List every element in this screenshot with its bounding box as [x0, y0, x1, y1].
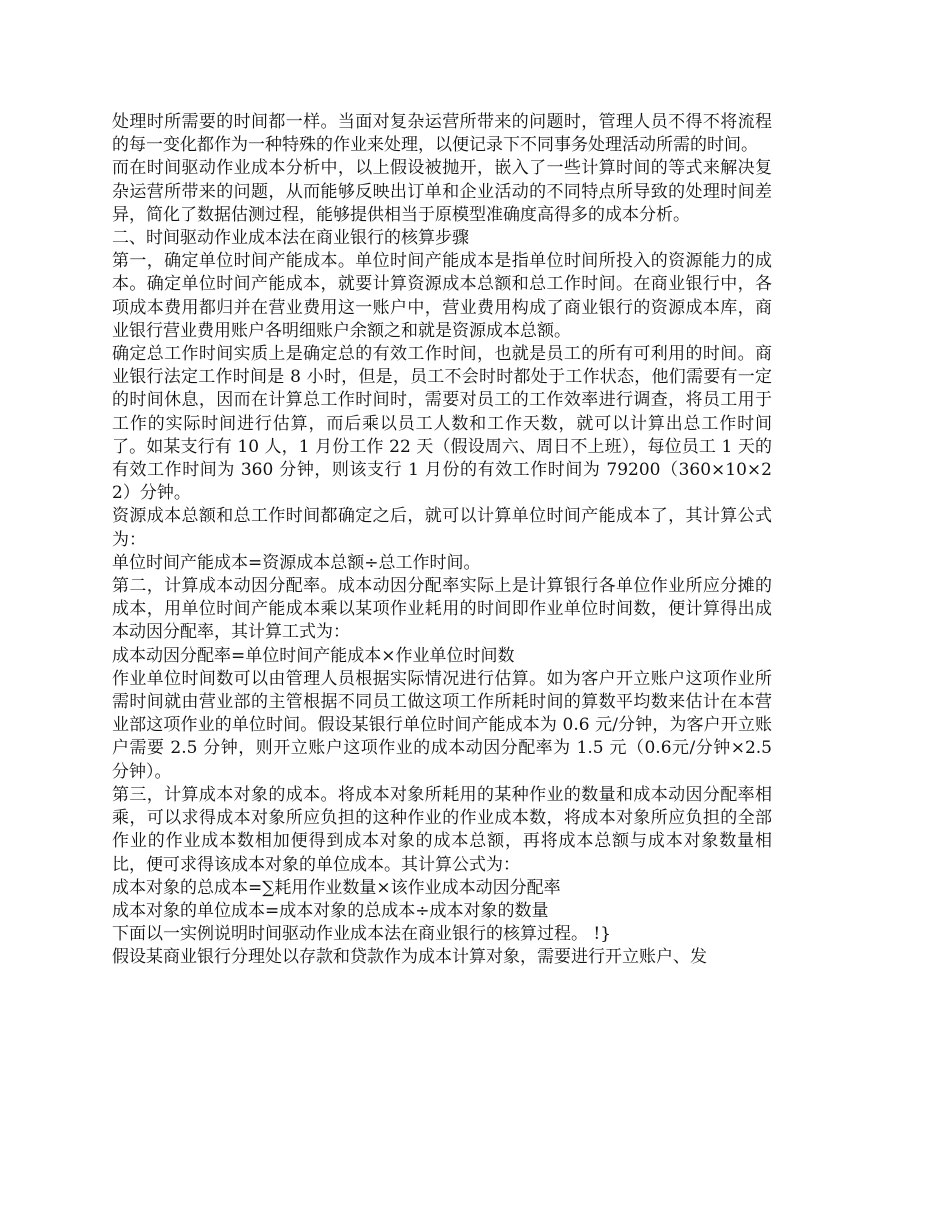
paragraph-1: 处理时所需要的时间都一样。当面对复杂运营所带来的问题时，管理人员不得不将流程的每一变化都作为一种特殊的作业来处理，以便记录下不同事务处理活动所需的时间。	[112, 112, 772, 156]
paragraph-step-2: 第二，计算成本动因分配率。成本动因分配率实际上是计算银行各单位作业所应分摊的成本，用单位时间产能成本乘以某项作业耗用的时间即作业单位时间数，便计算得出成本动因分配率，其计算工式为：	[112, 576, 772, 643]
paragraph-formula-intro: 资源成本总额和总工作时间都确定之后，就可以计算单位时间产能成本了，其计算公式为：	[112, 506, 772, 550]
paragraph-step-1: 第一，确定单位时间产能成本。单位时间产能成本是指单位时间所投入的资源能力的成本。确定单位时间产能成本，就要计算资源成本总额和总工作时间。在商业银行中，各项成本费用都归并在营业费用这一账户中，营业费用构成了商业银行的资源成本库，商业银行营业费用账户各明细账户余额之和就是资源成本总额。	[112, 251, 772, 341]
formula-unit-cost: 单位时间产能成本=资源成本总额÷总工作时间。	[112, 552, 481, 573]
paragraph-example-start: 假设某商业银行分理处以存款和贷款作为成本计算对象，需要进行开立账户、发	[112, 947, 707, 968]
document-page	[112, 111, 772, 970]
formula-object-unit-cost: 成本对象的单位成本=成本对象的总成本÷成本对象的数量	[112, 900, 549, 921]
paragraph-work-time: 确定总工作时间实质上是确定总的有效工作时间，也就是员工的所有可利用的时间。商业银行法定工作时间是 8 小时，但是，员工不会时时都处于工作状态，他们需要有一定的时间休息，因而在计算总工作时间时，需要对员工的工作效率进行调查，将员工用于工作的实际时间进行估算，而后乘以员工人数和工作天数，就可以计算出总工作时间了。如某支行有 10 人，1 月份工作 22 天（假设周六、周日不上班），每位员工 1 天的有效工作时间为 360 分钟，则该支行 1 月份的有效工作时间为 79200（360×10×22）分钟。	[112, 344, 772, 504]
formula-total-cost: 成本对象的总成本=∑耗用作业数量×该作业成本动因分配率	[112, 877, 561, 898]
paragraph-example-intro: 下面以一实例说明时间驱动作业成本法在商业银行的核算过程。 !}	[112, 924, 612, 945]
paragraph-2: 而在时间驱动作业成本分析中，以上假设被抛开，嵌入了一些计算时间的等式来解决复杂运营所带来的问题，从而能够反映出订单和企业活动的不同特点所导致的处理时间差异，简化了数据估测过程，能够提供相当于原模型准确度高得多的成本分析。	[112, 158, 772, 225]
paragraph-step-3: 第三，计算成本对象的成本。将成本对象所耗用的某种作业的数量和成本动因分配率相乘，可以求得成本对象所应负担的这种作业的作业成本数，将成本对象所应负担的全部作业的作业成本数相加便得到成本对象的成本总额，再将成本总额与成本对象数量相比，便可求得该成本对象的单位成本。其计算公式为：	[112, 784, 772, 875]
formula-driver-rate: 成本动因分配率=单位时间产能成本×作业单位时间数	[112, 645, 515, 666]
section-heading: 二、时间驱动作业成本法在商业银行的核算步骤	[112, 228, 469, 249]
paragraph-estimation: 作业单位时间数可以由管理人员根据实际情况进行估算。如为客户开立账户这项作业所需时间就由营业部的主管根据不同员工做这项工作所耗时间的算数平均数来估计在本营业部这项作业的单位时间。假设某银行单位时间产能成本为 0.6 元/分钟，为客户开立账户需要 2.5 分钟，则开立账户这项作业的成本动因分配率为 1.5 元（0.6元/分钟×2.5 分钟）。	[112, 668, 772, 782]
